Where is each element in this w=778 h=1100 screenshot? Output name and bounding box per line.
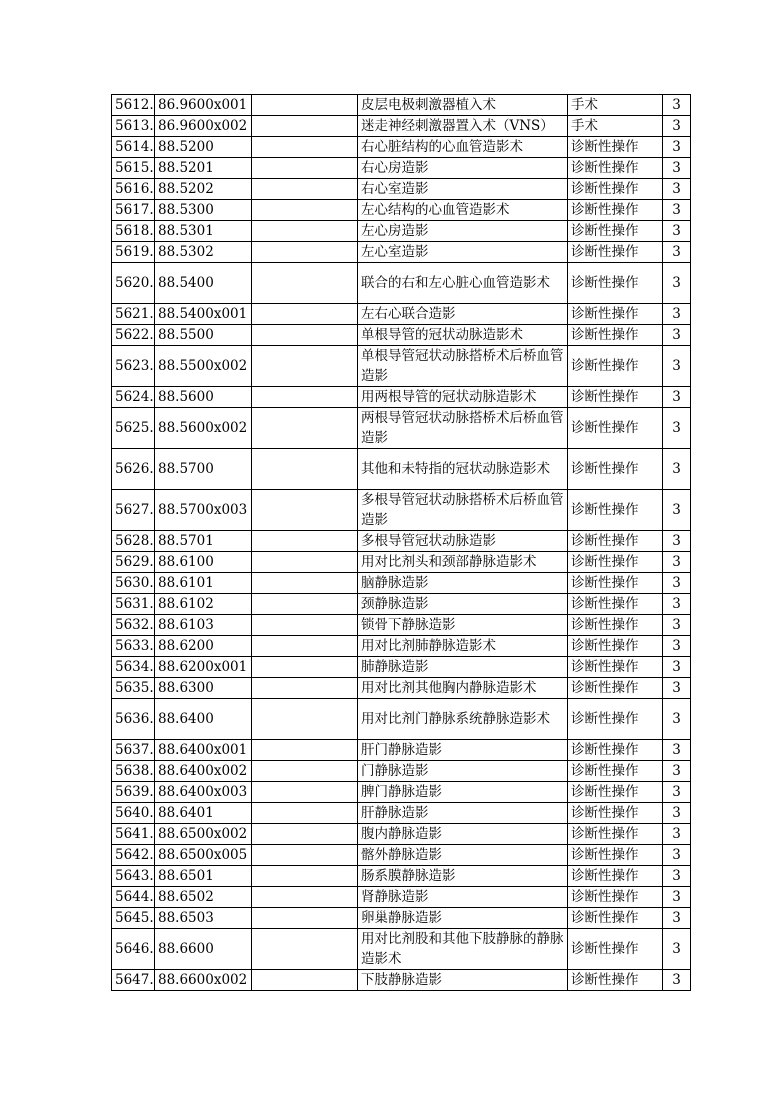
row-number-cell: 5621. — [112, 304, 155, 325]
row-number-cell: 5623. — [112, 346, 155, 387]
table-body — [112, 95, 691, 991]
level-cell: 3 — [663, 531, 691, 552]
table-row — [112, 615, 691, 636]
empty-cell — [252, 531, 358, 552]
table-row — [112, 573, 691, 594]
table-row — [112, 740, 691, 761]
level-cell: 3 — [663, 803, 691, 824]
procedure-code-cell: 88.6502 — [155, 887, 252, 908]
row-number-cell: 5635. — [112, 678, 155, 699]
procedure-name-cell: 多根导管冠状动脉造影 — [358, 531, 568, 552]
procedure-type-cell: 诊断性操作 — [568, 594, 663, 615]
procedure-type-cell: 诊断性操作 — [568, 615, 663, 636]
empty-cell — [252, 929, 358, 970]
procedure-name-cell: 左右心联合造影 — [358, 304, 568, 325]
level-cell: 3 — [663, 242, 691, 263]
table-row — [112, 346, 691, 387]
procedure-name-cell: 用两根导管的冠状动脉造影术 — [358, 387, 568, 408]
empty-cell — [252, 615, 358, 636]
level-cell: 3 — [663, 970, 691, 991]
row-number-cell: 5630. — [112, 573, 155, 594]
procedure-type-cell: 诊断性操作 — [568, 824, 663, 845]
empty-cell — [252, 158, 358, 179]
empty-cell — [252, 387, 358, 408]
procedure-code-cell: 88.6401 — [155, 803, 252, 824]
procedure-type-cell: 诊断性操作 — [568, 657, 663, 678]
empty-cell — [252, 263, 358, 304]
procedure-code-cell: 88.5700x003 — [155, 490, 252, 531]
procedure-type-cell: 诊断性操作 — [568, 970, 663, 991]
row-number-cell: 5619. — [112, 242, 155, 263]
table-row — [112, 158, 691, 179]
table-row — [112, 929, 691, 970]
level-cell: 3 — [663, 636, 691, 657]
table-row — [112, 678, 691, 699]
table-row — [112, 636, 691, 657]
empty-cell — [252, 449, 358, 490]
level-cell: 3 — [663, 449, 691, 490]
procedure-name-cell: 脑静脉造影 — [358, 573, 568, 594]
procedure-code-cell: 88.5400 — [155, 263, 252, 304]
procedure-name-cell: 单根导管的冠状动脉造影术 — [358, 325, 568, 346]
procedure-code-cell: 88.6600 — [155, 929, 252, 970]
empty-cell — [252, 221, 358, 242]
row-number-cell: 5618. — [112, 221, 155, 242]
row-number-cell: 5639. — [112, 782, 155, 803]
table-row — [112, 95, 691, 116]
procedure-code-cell: 88.5701 — [155, 531, 252, 552]
procedure-code-cell: 88.6200x001 — [155, 657, 252, 678]
row-number-cell: 5634. — [112, 657, 155, 678]
procedure-code-cell: 88.6200 — [155, 636, 252, 657]
procedure-type-cell: 手术 — [568, 95, 663, 116]
row-number-cell: 5612. — [112, 95, 155, 116]
procedure-code-cell: 88.6400x003 — [155, 782, 252, 803]
procedure-code-cell: 88.6501 — [155, 866, 252, 887]
table-row — [112, 449, 691, 490]
empty-cell — [252, 887, 358, 908]
procedure-type-cell: 诊断性操作 — [568, 346, 663, 387]
empty-cell — [252, 304, 358, 325]
procedure-type-cell: 诊断性操作 — [568, 242, 663, 263]
empty-cell — [252, 116, 358, 137]
procedure-code-cell: 88.5500 — [155, 325, 252, 346]
procedure-code-cell: 88.5600 — [155, 387, 252, 408]
procedure-name-cell: 单根导管冠状动脉搭桥术后桥血管造影 — [358, 346, 568, 387]
table-row — [112, 137, 691, 158]
level-cell: 3 — [663, 95, 691, 116]
table-row — [112, 179, 691, 200]
procedure-type-cell: 诊断性操作 — [568, 408, 663, 449]
row-number-cell: 5633. — [112, 636, 155, 657]
procedure-code-cell: 88.6400x001 — [155, 740, 252, 761]
procedure-code-cell: 88.5700 — [155, 449, 252, 490]
level-cell: 3 — [663, 657, 691, 678]
procedure-name-cell: 联合的右和左心脏心血管造影术 — [358, 263, 568, 304]
procedure-name-cell: 用对比剂门静脉系统静脉造影术 — [358, 699, 568, 740]
row-number-cell: 5615. — [112, 158, 155, 179]
procedure-code-cell: 88.5200 — [155, 137, 252, 158]
empty-cell — [252, 803, 358, 824]
table-row — [112, 200, 691, 221]
procedure-name-cell: 下肢静脉造影 — [358, 970, 568, 991]
procedure-code-cell: 88.6400 — [155, 699, 252, 740]
empty-cell — [252, 573, 358, 594]
level-cell: 3 — [663, 866, 691, 887]
procedure-name-cell: 脾门静脉造影 — [358, 782, 568, 803]
procedure-code-cell: 88.6100 — [155, 552, 252, 573]
empty-cell — [252, 845, 358, 866]
procedure-type-cell: 诊断性操作 — [568, 782, 663, 803]
empty-cell — [252, 325, 358, 346]
procedure-code-cell: 88.6503 — [155, 908, 252, 929]
table-row — [112, 116, 691, 137]
procedure-type-cell: 诊断性操作 — [568, 179, 663, 200]
procedure-code-cell: 88.6400x002 — [155, 761, 252, 782]
table-row — [112, 304, 691, 325]
procedure-type-cell: 诊断性操作 — [568, 325, 663, 346]
procedure-code-cell: 88.5300 — [155, 200, 252, 221]
procedure-code-cell: 88.6300 — [155, 678, 252, 699]
procedure-code-cell: 88.5301 — [155, 221, 252, 242]
empty-cell — [252, 970, 358, 991]
table-row — [112, 594, 691, 615]
level-cell: 3 — [663, 740, 691, 761]
procedure-type-cell: 诊断性操作 — [568, 803, 663, 824]
row-number-cell: 5631. — [112, 594, 155, 615]
procedure-code-table — [111, 94, 691, 991]
row-number-cell: 5628. — [112, 531, 155, 552]
procedure-name-cell: 颈静脉造影 — [358, 594, 568, 615]
level-cell: 3 — [663, 887, 691, 908]
procedure-name-cell: 用对比剂其他胸内静脉造影术 — [358, 678, 568, 699]
empty-cell — [252, 490, 358, 531]
table-row — [112, 845, 691, 866]
procedure-code-cell: 88.5201 — [155, 158, 252, 179]
row-number-cell: 5644. — [112, 887, 155, 908]
procedure-code-cell: 88.6103 — [155, 615, 252, 636]
table-row — [112, 824, 691, 845]
procedure-type-cell: 诊断性操作 — [568, 678, 663, 699]
row-number-cell: 5626. — [112, 449, 155, 490]
procedure-name-cell: 卵巢静脉造影 — [358, 908, 568, 929]
procedure-type-cell: 诊断性操作 — [568, 490, 663, 531]
empty-cell — [252, 761, 358, 782]
level-cell: 3 — [663, 263, 691, 304]
level-cell: 3 — [663, 699, 691, 740]
level-cell: 3 — [663, 929, 691, 970]
empty-cell — [252, 657, 358, 678]
procedure-name-cell: 其他和未特指的冠状动脉造影术 — [358, 449, 568, 490]
procedure-type-cell: 诊断性操作 — [568, 449, 663, 490]
level-cell: 3 — [663, 782, 691, 803]
empty-cell — [252, 200, 358, 221]
procedure-code-cell: 88.6500x002 — [155, 824, 252, 845]
table-row — [112, 782, 691, 803]
level-cell: 3 — [663, 221, 691, 242]
procedure-type-cell: 诊断性操作 — [568, 761, 663, 782]
procedure-name-cell: 肾静脉造影 — [358, 887, 568, 908]
procedure-type-cell: 诊断性操作 — [568, 866, 663, 887]
table-row — [112, 887, 691, 908]
level-cell: 3 — [663, 325, 691, 346]
procedure-type-cell: 诊断性操作 — [568, 531, 663, 552]
empty-cell — [252, 782, 358, 803]
level-cell: 3 — [663, 179, 691, 200]
row-number-cell: 5647. — [112, 970, 155, 991]
procedure-code-cell: 88.6600x002 — [155, 970, 252, 991]
procedure-type-cell: 诊断性操作 — [568, 636, 663, 657]
row-number-cell: 5617. — [112, 200, 155, 221]
level-cell: 3 — [663, 346, 691, 387]
procedure-code-cell: 88.5302 — [155, 242, 252, 263]
level-cell: 3 — [663, 824, 691, 845]
procedure-name-cell: 肠系膜静脉造影 — [358, 866, 568, 887]
procedure-name-cell: 左心房造影 — [358, 221, 568, 242]
procedure-name-cell: 左心结构的心血管造影术 — [358, 200, 568, 221]
row-number-cell: 5624. — [112, 387, 155, 408]
procedure-name-cell: 肝静脉造影 — [358, 803, 568, 824]
row-number-cell: 5629. — [112, 552, 155, 573]
procedure-name-cell: 右心室造影 — [358, 179, 568, 200]
procedure-type-cell: 诊断性操作 — [568, 304, 663, 325]
procedure-name-cell: 两根导管冠状动脉搭桥术后桥血管造影 — [358, 408, 568, 449]
empty-cell — [252, 824, 358, 845]
procedure-name-cell: 门静脉造影 — [358, 761, 568, 782]
empty-cell — [252, 95, 358, 116]
procedure-type-cell: 诊断性操作 — [568, 573, 663, 594]
procedure-name-cell: 用对比剂股和其他下肢静脉的静脉造影术 — [358, 929, 568, 970]
table-row — [112, 325, 691, 346]
table-row — [112, 761, 691, 782]
level-cell: 3 — [663, 200, 691, 221]
empty-cell — [252, 866, 358, 887]
row-number-cell: 5620. — [112, 263, 155, 304]
table-row — [112, 657, 691, 678]
row-number-cell: 5645. — [112, 908, 155, 929]
procedure-type-cell: 诊断性操作 — [568, 552, 663, 573]
procedure-type-cell: 诊断性操作 — [568, 908, 663, 929]
level-cell: 3 — [663, 552, 691, 573]
row-number-cell: 5632. — [112, 615, 155, 636]
procedure-type-cell: 诊断性操作 — [568, 887, 663, 908]
procedure-type-cell: 诊断性操作 — [568, 845, 663, 866]
level-cell: 3 — [663, 761, 691, 782]
row-number-cell: 5646. — [112, 929, 155, 970]
procedure-type-cell: 诊断性操作 — [568, 929, 663, 970]
row-number-cell: 5625. — [112, 408, 155, 449]
procedure-code-cell: 88.6101 — [155, 573, 252, 594]
procedure-code-cell: 88.5400x001 — [155, 304, 252, 325]
procedure-code-cell: 86.9600x001 — [155, 95, 252, 116]
table-row — [112, 699, 691, 740]
procedure-code-cell: 88.5600x002 — [155, 408, 252, 449]
table-row — [112, 490, 691, 531]
level-cell: 3 — [663, 304, 691, 325]
empty-cell — [252, 552, 358, 573]
procedure-name-cell: 肺静脉造影 — [358, 657, 568, 678]
row-number-cell: 5613. — [112, 116, 155, 137]
empty-cell — [252, 242, 358, 263]
table-row — [112, 552, 691, 573]
table-row — [112, 408, 691, 449]
level-cell: 3 — [663, 615, 691, 636]
empty-cell — [252, 740, 358, 761]
procedure-name-cell: 用对比剂肺静脉造影术 — [358, 636, 568, 657]
table-row — [112, 531, 691, 552]
row-number-cell: 5638. — [112, 761, 155, 782]
empty-cell — [252, 179, 358, 200]
procedure-name-cell: 腹内静脉造影 — [358, 824, 568, 845]
procedure-type-cell: 诊断性操作 — [568, 137, 663, 158]
table-row — [112, 387, 691, 408]
row-number-cell: 5640. — [112, 803, 155, 824]
table-row — [112, 866, 691, 887]
row-number-cell: 5636. — [112, 699, 155, 740]
table-row — [112, 221, 691, 242]
level-cell: 3 — [663, 678, 691, 699]
procedure-name-cell: 多根导管冠状动脉搭桥术后桥血管造影 — [358, 490, 568, 531]
level-cell: 3 — [663, 845, 691, 866]
procedure-type-cell: 手术 — [568, 116, 663, 137]
row-number-cell: 5642. — [112, 845, 155, 866]
level-cell: 3 — [663, 408, 691, 449]
empty-cell — [252, 678, 358, 699]
empty-cell — [252, 908, 358, 929]
level-cell: 3 — [663, 158, 691, 179]
empty-cell — [252, 408, 358, 449]
procedure-type-cell: 诊断性操作 — [568, 740, 663, 761]
level-cell: 3 — [663, 490, 691, 531]
procedure-name-cell: 右心脏结构的心血管造影术 — [358, 137, 568, 158]
procedure-type-cell: 诊断性操作 — [568, 158, 663, 179]
row-number-cell: 5627. — [112, 490, 155, 531]
procedure-name-cell: 用对比剂头和颈部静脉造影术 — [358, 552, 568, 573]
level-cell: 3 — [663, 137, 691, 158]
procedure-code-cell: 86.9600x002 — [155, 116, 252, 137]
procedure-name-cell: 肝门静脉造影 — [358, 740, 568, 761]
empty-cell — [252, 636, 358, 657]
row-number-cell: 5614. — [112, 137, 155, 158]
procedure-type-cell: 诊断性操作 — [568, 200, 663, 221]
procedure-code-cell: 88.6500x005 — [155, 845, 252, 866]
empty-cell — [252, 137, 358, 158]
procedure-name-cell: 皮层电极刺激器植入术 — [358, 95, 568, 116]
procedure-type-cell: 诊断性操作 — [568, 699, 663, 740]
level-cell: 3 — [663, 908, 691, 929]
procedure-name-cell: 右心房造影 — [358, 158, 568, 179]
empty-cell — [252, 346, 358, 387]
procedure-type-cell: 诊断性操作 — [568, 221, 663, 242]
table-row — [112, 263, 691, 304]
procedure-name-cell: 锁骨下静脉造影 — [358, 615, 568, 636]
procedure-name-cell: 迷走神经刺激器置入术（VNS） — [358, 116, 568, 137]
row-number-cell: 5622. — [112, 325, 155, 346]
procedure-code-cell: 88.6102 — [155, 594, 252, 615]
level-cell: 3 — [663, 387, 691, 408]
procedure-code-cell: 88.5500x002 — [155, 346, 252, 387]
procedure-type-cell: 诊断性操作 — [568, 263, 663, 304]
procedure-name-cell: 髂外静脉造影 — [358, 845, 568, 866]
empty-cell — [252, 699, 358, 740]
row-number-cell: 5637. — [112, 740, 155, 761]
table-row — [112, 970, 691, 991]
level-cell: 3 — [663, 116, 691, 137]
row-number-cell: 5616. — [112, 179, 155, 200]
row-number-cell: 5641. — [112, 824, 155, 845]
table-row — [112, 908, 691, 929]
procedure-code-cell: 88.5202 — [155, 179, 252, 200]
row-number-cell: 5643. — [112, 866, 155, 887]
table-row — [112, 803, 691, 824]
level-cell: 3 — [663, 594, 691, 615]
table-row — [112, 242, 691, 263]
procedure-name-cell: 左心室造影 — [358, 242, 568, 263]
level-cell: 3 — [663, 573, 691, 594]
empty-cell — [252, 594, 358, 615]
procedure-type-cell: 诊断性操作 — [568, 387, 663, 408]
